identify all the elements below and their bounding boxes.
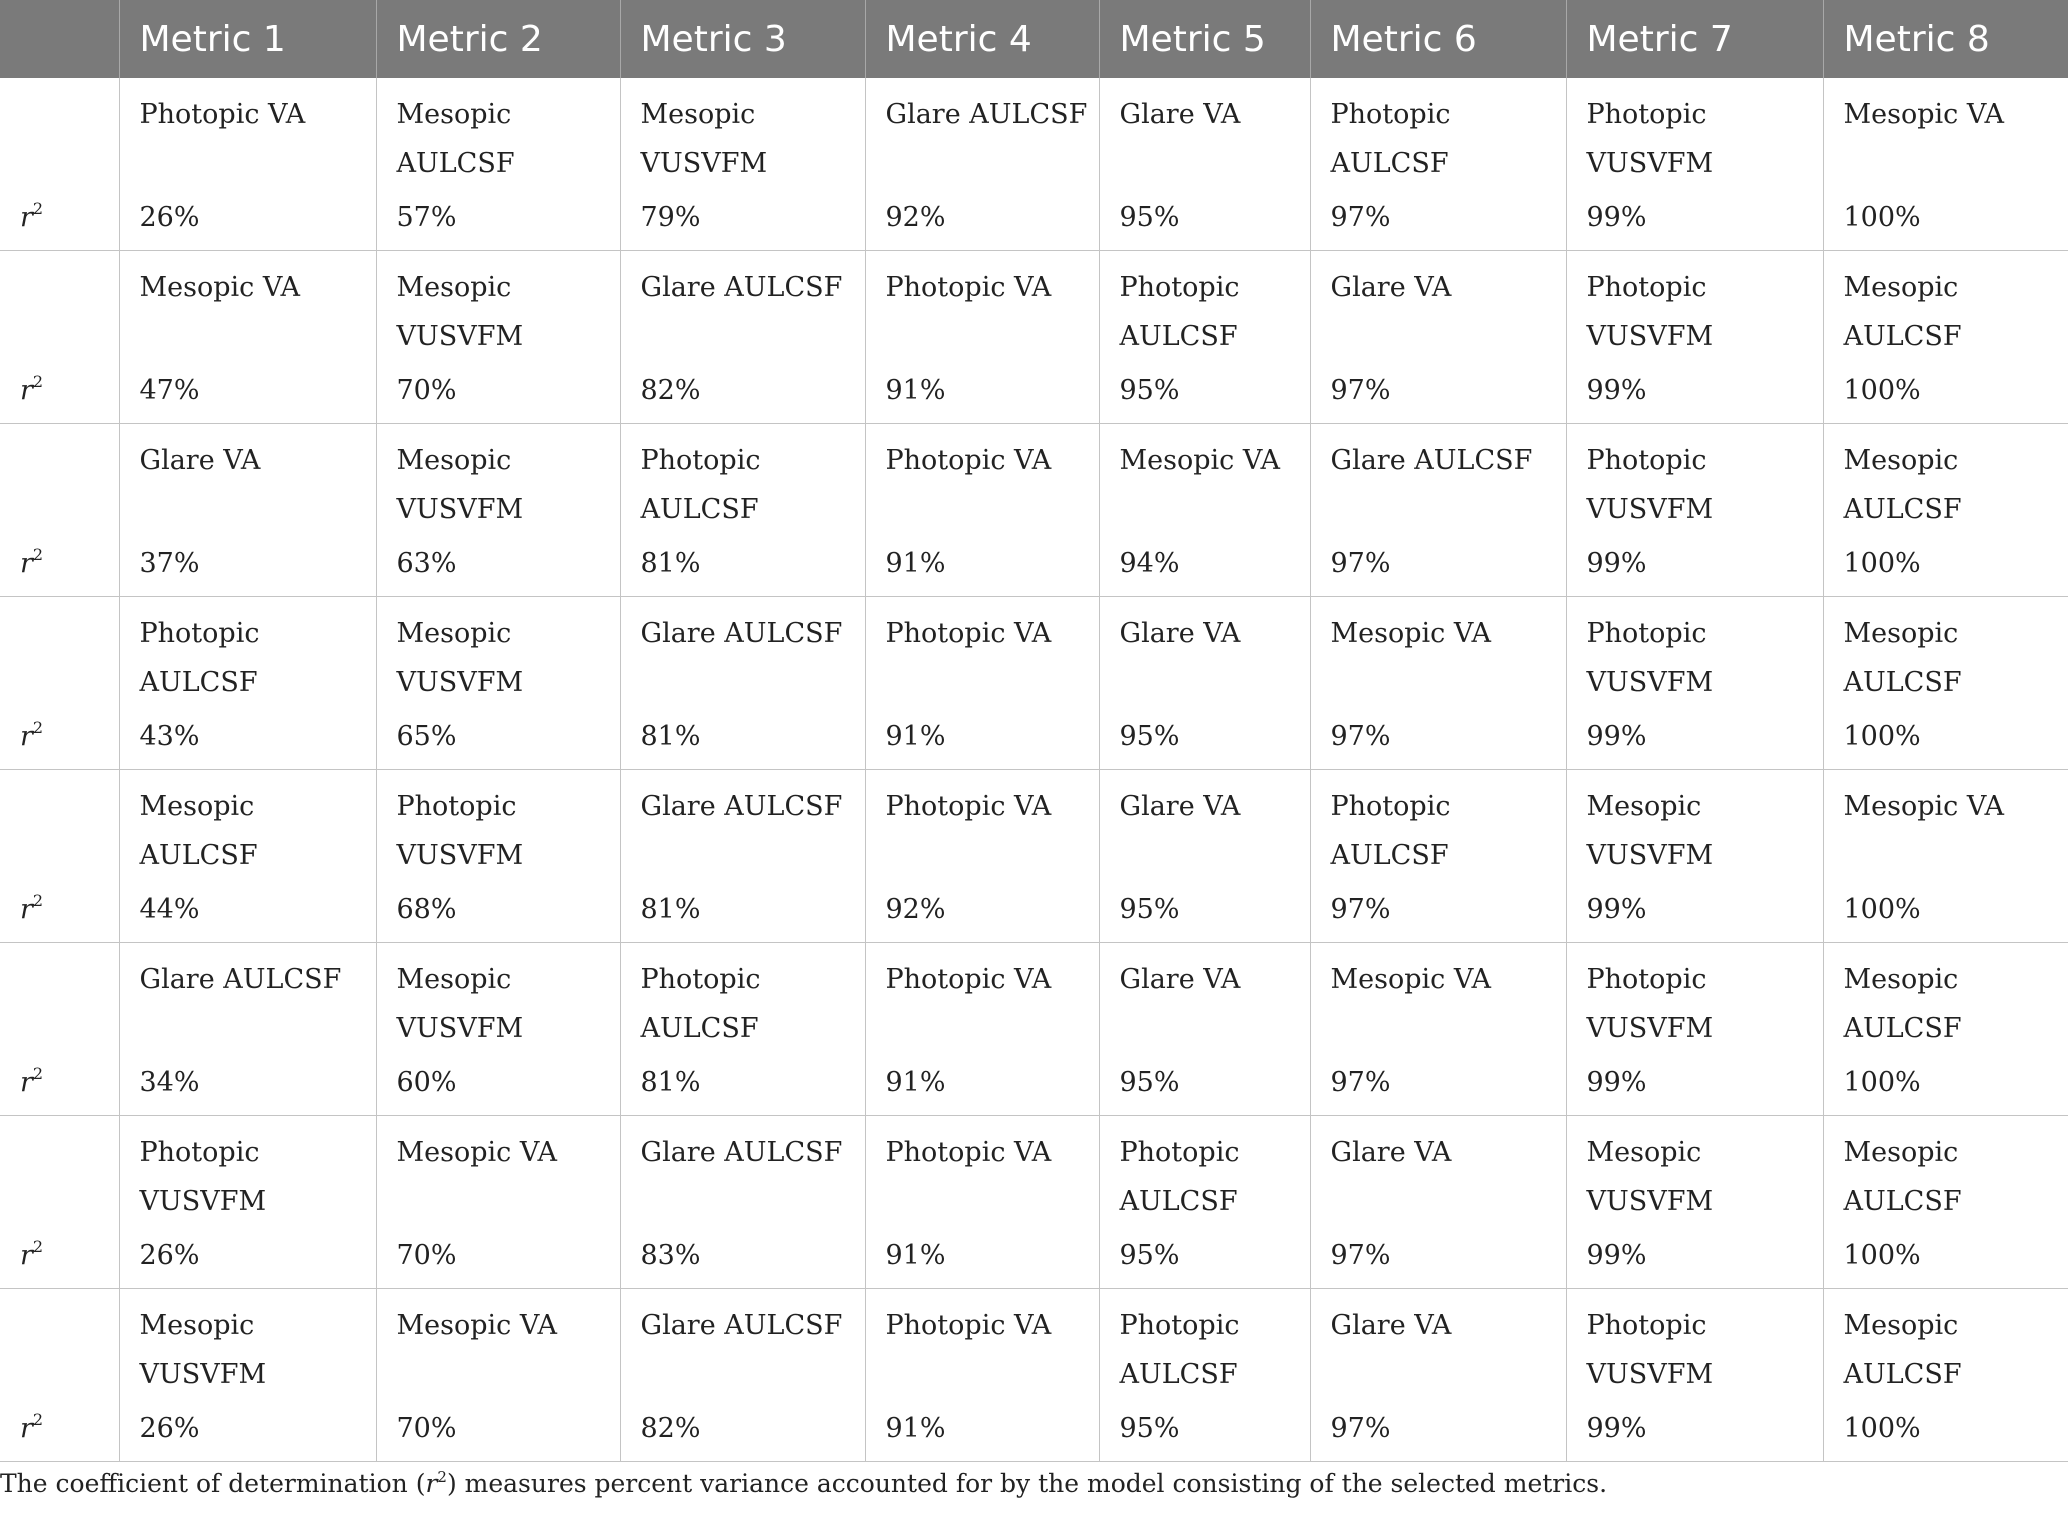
table-cell	[1310, 251, 1566, 424]
metric-name: Photopic AULCSF	[139, 618, 260, 698]
metric-name: Photopic AULCSF	[1330, 99, 1451, 179]
r-squared-value: 91%	[885, 1067, 946, 1098]
row-label-cell	[0, 1116, 119, 1289]
table-cell	[119, 943, 376, 1116]
r-squared-label	[20, 200, 43, 236]
metric-name: Photopic VUSVFM	[1586, 99, 1714, 179]
table-cell	[1099, 770, 1310, 943]
r-squared-value: 95%	[1119, 375, 1180, 406]
r-squared-value: 92%	[885, 894, 946, 925]
r-symbol: r	[20, 721, 33, 752]
table-cell	[119, 251, 376, 424]
r-squared-value: 81%	[640, 548, 701, 579]
metric-name: Mesopic VA	[1330, 618, 1492, 649]
table-cell	[1310, 770, 1566, 943]
table-cell	[1823, 597, 2068, 770]
r-superscript: 2	[32, 372, 44, 391]
metric-name: Glare AULCSF	[640, 1137, 843, 1168]
metric-name: Glare VA	[1330, 272, 1452, 303]
r-squared-value: 97%	[1330, 548, 1391, 579]
metric-name: Glare AULCSF	[640, 272, 843, 303]
table-cell	[1099, 1289, 1310, 1462]
r-squared-value: 99%	[1586, 548, 1647, 579]
r-symbol: r	[20, 1240, 33, 1271]
metric-name: Mesopic VUSVFM	[396, 618, 524, 698]
table-row	[0, 1289, 2068, 1462]
r-symbol: r	[20, 375, 33, 406]
r-squared-value: 95%	[1119, 894, 1180, 925]
r-squared-value: 34%	[139, 1067, 200, 1098]
metric-name: Glare AULCSF	[1330, 445, 1533, 476]
r-squared-value: 99%	[1586, 1413, 1647, 1444]
metric-name: Glare AULCSF	[640, 791, 843, 822]
table-cell	[1566, 1289, 1823, 1462]
r-squared-value: 63%	[396, 548, 457, 579]
metric-name: Photopic VA	[885, 445, 1052, 476]
metric-name: Glare VA	[1119, 618, 1241, 649]
table-row	[0, 597, 2068, 770]
r-squared-value: 97%	[1330, 375, 1391, 406]
r-squared-value: 43%	[139, 721, 200, 752]
r-squared-value: 68%	[396, 894, 457, 925]
r-superscript: 2	[32, 1410, 44, 1429]
footnote-r-superscript: 2	[437, 1468, 447, 1486]
header-row	[0, 0, 2068, 78]
r-squared-label	[20, 546, 43, 582]
metric-name: Mesopic VUSVFM	[1586, 1137, 1714, 1217]
metric-name: Glare VA	[1119, 791, 1241, 822]
row-label-cell	[0, 597, 119, 770]
r-squared-value: 81%	[640, 894, 701, 925]
r-squared-label	[20, 719, 43, 755]
r-squared-value: 91%	[885, 721, 946, 752]
r-squared-value: 95%	[1119, 721, 1180, 752]
r-squared-value: 82%	[640, 375, 701, 406]
r-squared-value: 26%	[139, 1240, 200, 1271]
metric-name: Mesopic VA	[396, 1137, 558, 1168]
row-label-cell	[0, 1289, 119, 1462]
table-cell	[1823, 1116, 2068, 1289]
table-cell	[1566, 251, 1823, 424]
header-metric-7: Metric 7	[1566, 0, 1823, 78]
table-cell	[1823, 78, 2068, 251]
table-cell	[1310, 1116, 1566, 1289]
table-cell	[376, 424, 620, 597]
r-squared-value: 70%	[396, 1413, 457, 1444]
table-cell	[1099, 1116, 1310, 1289]
table-row	[0, 251, 2068, 424]
table-cell	[620, 251, 865, 424]
table-cell	[1099, 424, 1310, 597]
metric-name: Mesopic VUSVFM	[640, 99, 768, 179]
r-symbol: r	[20, 894, 33, 925]
table-cell	[865, 251, 1099, 424]
metric-name: Photopic AULCSF	[1330, 791, 1451, 871]
r-superscript: 2	[32, 891, 44, 910]
table-cell	[865, 597, 1099, 770]
table-cell	[119, 78, 376, 251]
metric-name: Photopic VUSVFM	[1586, 964, 1714, 1044]
header-metric-8: Metric 8	[1823, 0, 2068, 78]
r-squared-value: 83%	[640, 1240, 701, 1271]
table-cell	[119, 597, 376, 770]
metric-name: Glare VA	[1119, 964, 1241, 995]
r-squared-value: 60%	[396, 1067, 457, 1098]
table-cell	[119, 1116, 376, 1289]
table-cell	[620, 770, 865, 943]
metric-name: Photopic VA	[139, 99, 306, 130]
r-squared-value: 95%	[1119, 1413, 1180, 1444]
metric-name: Glare AULCSF	[640, 1310, 843, 1341]
table-cell	[865, 770, 1099, 943]
r-superscript: 2	[32, 1064, 44, 1083]
metric-name: Mesopic VA	[1843, 99, 2005, 130]
r-squared-value: 100%	[1843, 375, 1921, 406]
r-squared-value: 70%	[396, 1240, 457, 1271]
r-squared-value: 99%	[1586, 721, 1647, 752]
metric-name: Photopic AULCSF	[1119, 1310, 1240, 1390]
header-metric-6: Metric 6	[1310, 0, 1566, 78]
r-squared-label	[20, 373, 43, 409]
metric-name: Mesopic VUSVFM	[396, 445, 524, 525]
row-label-cell	[0, 251, 119, 424]
metric-name: Photopic VA	[885, 1137, 1052, 1168]
metric-name: Mesopic VA	[1119, 445, 1281, 476]
table-cell	[620, 78, 865, 251]
metric-name: Mesopic VUSVFM	[396, 272, 524, 352]
table-cell	[376, 770, 620, 943]
metric-name: Photopic VUSVFM	[1586, 618, 1714, 698]
r-squared-value: 99%	[1586, 1067, 1647, 1098]
table-cell	[119, 770, 376, 943]
r-squared-value: 26%	[139, 202, 200, 233]
table-cell	[865, 1289, 1099, 1462]
footnote-text-before: The coefficient of determination (	[0, 1469, 426, 1498]
metric-name: Photopic AULCSF	[1119, 272, 1240, 352]
table-cell	[620, 943, 865, 1116]
r-symbol: r	[20, 548, 33, 579]
metric-name: Mesopic AULCSF	[1843, 1310, 1962, 1390]
r-squared-value: 47%	[139, 375, 200, 406]
table-row	[0, 1116, 2068, 1289]
r-squared-value: 97%	[1330, 894, 1391, 925]
table-cell	[376, 78, 620, 251]
metric-name: Photopic AULCSF	[640, 445, 761, 525]
metric-name: Mesopic VA	[1843, 791, 2005, 822]
r-squared-value: 99%	[1586, 894, 1647, 925]
table-cell	[1566, 78, 1823, 251]
table-cell	[119, 1289, 376, 1462]
r-squared-value: 91%	[885, 1240, 946, 1271]
table-cell	[620, 1116, 865, 1289]
r-superscript: 2	[32, 545, 44, 564]
r-squared-value: 79%	[640, 202, 701, 233]
table-cell	[376, 597, 620, 770]
table-row	[0, 943, 2068, 1116]
metric-name: Mesopic AULCSF	[1843, 445, 1962, 525]
r-squared-value: 92%	[885, 202, 946, 233]
table-cell	[1099, 251, 1310, 424]
r-squared-value: 70%	[396, 375, 457, 406]
r-squared-value: 97%	[1330, 1240, 1391, 1271]
metric-name: Mesopic AULCSF	[1843, 964, 1962, 1044]
r-symbol: r	[20, 1413, 33, 1444]
table-cell	[1823, 770, 2068, 943]
header-metric-4: Metric 4	[865, 0, 1099, 78]
r-symbol: r	[20, 202, 33, 233]
r-squared-value: 100%	[1843, 721, 1921, 752]
table-cell	[865, 1116, 1099, 1289]
r-squared-value: 99%	[1586, 202, 1647, 233]
metric-name: Photopic VA	[885, 618, 1052, 649]
r-squared-value: 94%	[1119, 548, 1180, 579]
table-body	[0, 78, 2068, 1462]
table-cell	[620, 424, 865, 597]
metric-name: Photopic VUSVFM	[1586, 445, 1714, 525]
metric-name: Glare AULCSF	[139, 964, 342, 995]
r-squared-value: 100%	[1843, 1067, 1921, 1098]
r-squared-value: 37%	[139, 548, 200, 579]
metric-name: Mesopic AULCSF	[396, 99, 515, 179]
table-cell	[119, 424, 376, 597]
row-label-cell	[0, 943, 119, 1116]
metric-name: Mesopic VUSVFM	[1586, 791, 1714, 871]
metric-name: Photopic VA	[885, 272, 1052, 303]
table-cell	[1823, 943, 2068, 1116]
r-squared-value: 97%	[1330, 721, 1391, 752]
metric-name: Mesopic VUSVFM	[396, 964, 524, 1044]
table-cell	[1566, 943, 1823, 1116]
r-squared-value: 99%	[1586, 1240, 1647, 1271]
metric-name: Photopic VUSVFM	[1586, 272, 1714, 352]
table-cell	[1566, 770, 1823, 943]
table-row	[0, 78, 2068, 251]
table-cell	[1823, 424, 2068, 597]
table-row	[0, 424, 2068, 597]
table-cell	[1099, 78, 1310, 251]
table-cell	[1566, 1116, 1823, 1289]
r-squared-label	[20, 1411, 43, 1447]
metric-name: Photopic VA	[885, 791, 1052, 822]
table-cell	[620, 597, 865, 770]
r-squared-value: 95%	[1119, 202, 1180, 233]
table-cell	[1099, 597, 1310, 770]
r-squared-value: 44%	[139, 894, 200, 925]
header-metric-2: Metric 2	[376, 0, 620, 78]
metric-name: Mesopic AULCSF	[1843, 272, 1962, 352]
header-metric-5: Metric 5	[1099, 0, 1310, 78]
metric-name: Glare VA	[1330, 1137, 1452, 1168]
metric-name: Mesopic VA	[1330, 964, 1492, 995]
row-label-cell	[0, 78, 119, 251]
row-label-cell	[0, 770, 119, 943]
header-metric-3: Metric 3	[620, 0, 865, 78]
r-squared-value: 26%	[139, 1413, 200, 1444]
table-cell	[1310, 943, 1566, 1116]
table-cell	[376, 251, 620, 424]
r-squared-label	[20, 1065, 43, 1101]
metric-name: Photopic VA	[885, 964, 1052, 995]
metric-name: Mesopic AULCSF	[139, 791, 258, 871]
r-squared-value: 65%	[396, 721, 457, 752]
table-cell	[865, 943, 1099, 1116]
r-superscript: 2	[32, 718, 44, 737]
r-squared-value: 100%	[1843, 1413, 1921, 1444]
table-cell	[376, 1289, 620, 1462]
r-squared-value: 99%	[1586, 375, 1647, 406]
table-cell	[376, 1116, 620, 1289]
metric-name: Mesopic VA	[139, 272, 301, 303]
r-superscript: 2	[32, 1237, 44, 1256]
r-squared-value: 81%	[640, 721, 701, 752]
r-superscript: 2	[32, 199, 44, 218]
r-squared-value: 91%	[885, 375, 946, 406]
r-squared-value: 100%	[1843, 894, 1921, 925]
footnote-r-symbol: r	[425, 1469, 438, 1498]
metric-name: Glare VA	[1330, 1310, 1452, 1341]
r-squared-value: 97%	[1330, 1067, 1391, 1098]
table-cell	[1310, 424, 1566, 597]
metric-name: Glare VA	[139, 445, 261, 476]
metric-name: Photopic AULCSF	[640, 964, 761, 1044]
footnote-text-after: ) measures percent variance accounted for by the model consisting of the selected metrics.	[446, 1469, 1608, 1498]
r-squared-value: 91%	[885, 548, 946, 579]
r-squared-value: 91%	[885, 1413, 946, 1444]
table-cell	[865, 78, 1099, 251]
metric-name: Photopic AULCSF	[1119, 1137, 1240, 1217]
metric-name: Glare VA	[1119, 99, 1241, 130]
metric-name: Glare AULCSF	[640, 618, 843, 649]
table-cell	[1823, 1289, 2068, 1462]
table-cell	[1310, 597, 1566, 770]
header-blank-cell	[0, 0, 119, 78]
r-squared-value: 82%	[640, 1413, 701, 1444]
r-squared-value: 57%	[396, 202, 457, 233]
metric-name: Mesopic AULCSF	[1843, 1137, 1962, 1217]
r-squared-label	[20, 1238, 43, 1274]
header-metric-1: Metric 1	[119, 0, 376, 78]
table-footnote	[0, 1466, 1607, 1502]
table-cell	[1310, 1289, 1566, 1462]
r-squared-value: 100%	[1843, 202, 1921, 233]
r-squared-label	[20, 892, 43, 928]
metric-name: Photopic VUSVFM	[1586, 1310, 1714, 1390]
table-cell	[1823, 251, 2068, 424]
r-squared-value: 95%	[1119, 1240, 1180, 1271]
r-squared-value: 97%	[1330, 1413, 1391, 1444]
table-cell	[1566, 597, 1823, 770]
table-cell	[865, 424, 1099, 597]
metric-name: Photopic VUSVFM	[396, 791, 524, 871]
table-row	[0, 770, 2068, 943]
table-cell	[1310, 78, 1566, 251]
table-cell	[620, 1289, 865, 1462]
metric-name: Photopic VUSVFM	[139, 1137, 267, 1217]
metric-name: Mesopic VUSVFM	[139, 1310, 267, 1390]
table-cell	[376, 943, 620, 1116]
metric-name: Photopic VA	[885, 1310, 1052, 1341]
r-squared-value: 81%	[640, 1067, 701, 1098]
r-symbol: r	[20, 1067, 33, 1098]
table-cell	[1566, 424, 1823, 597]
table-cell	[1099, 943, 1310, 1116]
metric-name: Mesopic VA	[396, 1310, 558, 1341]
r-squared-value: 100%	[1843, 1240, 1921, 1271]
row-label-cell	[0, 424, 119, 597]
r-squared-value: 95%	[1119, 1067, 1180, 1098]
r-squared-value: 100%	[1843, 548, 1921, 579]
metric-name: Mesopic AULCSF	[1843, 618, 1962, 698]
metric-name: Glare AULCSF	[885, 99, 1088, 130]
r-squared-value: 97%	[1330, 202, 1391, 233]
